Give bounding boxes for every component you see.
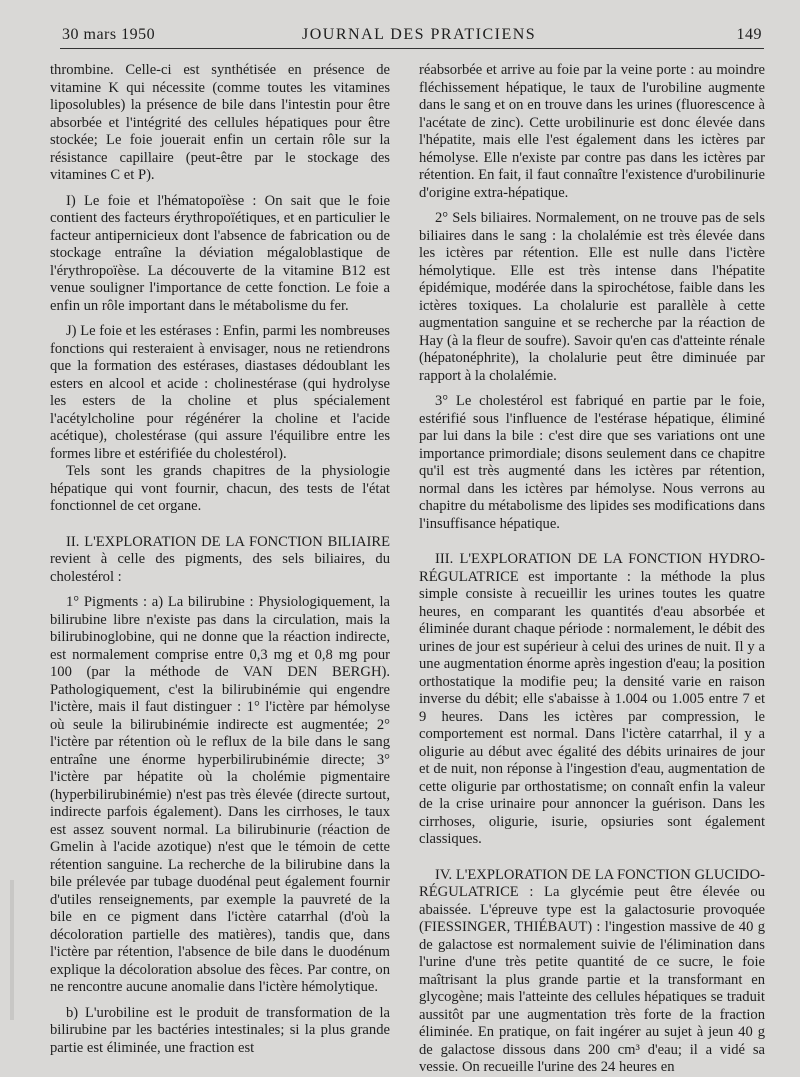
paragraph-thrombine: thrombine. Celle-ci est synthétisée en présence de vitamine K qui nécessite (comme toutes les vitamines liposolubles) la présence de bile dans l'intestin pour être absorbée et l'intégrité des cellules hépatiques pour être stockée; Le foie jouerait enfin un certain rôle sur la résistance capillaire (peut-être par le stockage des vitamines C et P). [50, 62, 390, 183]
section-fonction-glucido-regulatrice: IV. L'EXPLORATION DE LA FONCTION GLUCIDO-RÉGULATRICE : La glycémie peut être élevée ou abaissée. L'épreuve type est la galactosurie provoquée (FIESSINGER, THIÉBAUT) : l'ingestion massive de 40 g de galactose est normalement suivie de l'élimination dans l'urine d'une très petite quantité de ce sucre, le foie maîtrisant la plus grande partie et la transformant en glycogène; mais l'atteinte des cellules hépatiques se traduit aussitôt par une augmentation très forte de la fraction éliminée. En pratique, on fait ingérer au sujet à jeun 40 g de galactose dissous dans 200 cm³ d'eau; il a vidé sa vessie. On recueille l'urine des 24 heures en [419, 866, 765, 1075]
left-column [50, 62, 390, 1057]
right-column [419, 62, 765, 1077]
section-heading-fonction-biliaire: II. L'EXPLORATION DE LA FONCTION BILIAIRE revient à celle des pigments, des sels biliaires, du cholestérol : [50, 533, 390, 585]
paragraph-cholesterol: 3° Le cholestérol est fabriqué en partie par le foie, estérifié sous l'influence de l'estérase hépatique, éliminé par lui dans la bile : c'est dire que ses variations ont une importance primordiale; disons seulement dans ce chapitre qu'il est très augmenté dans les ictères par rétention, normal dans les ictères par hémolyse. Nous verrons au chapitre du métabolisme des lipides ses modifications dans l'insuffisance hépatique. [419, 393, 765, 532]
paragraph-urobiline-continued: réabsorbée et arrive au foie par la veine porte : au moindre fléchissement hépatique, le taux de l'urobiline augmente dans le sang et on en trouve dans les urines (fluorescence à l'acétate de zinc). Cette urobilinurie est donc élevée dans l'hépatite, mais elle l'est également dans les ictères par hémolyse. Elle n'existe par contre pas dans les ictères par rétention. En fait, il faut connaître l'existence d'urobilinurie d'origine extra-hépatique. [419, 62, 765, 201]
page-edge-shadow [10, 880, 14, 1020]
section-fonction-hydro-regulatrice: III. L'EXPLORATION DE LA FONCTION HYDRO-RÉGULATRICE est importante : la méthode la plus simple consiste à recueillir les urines toutes les quatre heures, en comparant les quantités d'eau absorbée et éliminée durant chaque période : normalement, le débit des urines de jour est supérieur à celui des urines de nuit. Il y a une augmentation énorme après ingestion d'eau; la position orthostatique la modifie peu; la densité varie en raison inverse du débit; elle s'abaisse à 1.004 ou 1.005 entre 7 et 9 heures. Dans les ictères par compression, le comportement est normal. Dans l'ictère catarrhal, il y a oligurie au début avec égalité des débits urinaires de jour et de nuit, non réponse à l'ingestion d'eau, augmentation de cette oligurie par orthostatisme; on connaît enfin la valeur de la crise urinaire pour annoncer la guérison. Dans les cirrhoses, oligurie, isurie, opsiuries sont également classiques. [419, 551, 765, 847]
paragraph-pigments-bilirubine: 1° Pigments : a) La bilirubine : Physiologiquement, la bilirubine libre n'existe pas dans la circulation, mais la bilirubinoglobine, qui ne donne que la réaction indirecte, est normalement comprise entre 0,3 mg et 0,8 mg pour 100 (par la méthode de VAN DEN BERGH). Pathologiquement, c'est la bilirubinémie qui engendre l'ictère, mais il faut distinguer : 1° l'ictère par hémolyse où seule la bilirubinémie indirecte est augmentée; 2° l'ictère par rétention où le reflux de la bile dans le sang entraîne une énorme hyperbilirubinémie directe; 3° l'ictère par hépatite où la cholémie pigmentaire (hyperbilirubinémie) n'est pas très élevée (directe surtout, indirecte parfois également). Dans les cirrhoses, le taux est assez souvent normal. La bilirubinurie (réaction de Gmelin à l'acide azotique) n'est que le témoin de cette rétention sanguine. La recherche de la bilirubine dans la bile prélevée par tubage duodénal peut également fournir d'utiles renseignements, par exemple la pauvreté de la bile en ce pigment dans l'ictère catarrhal (d'où la décoloration partielle des matières), tandis que, dans l'ictère par rétention, l'absence de bile dans le duodénum explique la décoloration absolue des fèces. Par contre, on ne rencontre aucune anomalie dans l'ictère hémolytique. [50, 594, 390, 995]
paragraph-summary: Tels sont les grands chapitres de la physiologie hépatique qui vont fournir, chacun, des tests de l'état fonctionnel de cet organe. [50, 463, 390, 514]
page-number: 149 [736, 26, 762, 43]
journal-title: JOURNAL DES PRATICIENS [302, 26, 537, 43]
paragraph-hematopoiese: I) Le foie et l'hématopoïèse : On sait que le foie contient des facteurs érythropoïétiques, et en particulier le facteur antipernicieux dont l'absence de fabrication ou de stockage entraîne la déviation mégaloblastique de l'érythropoïèse. La découverte de la vitamine B12 est venue souligner l'importance de cette fonction. Le foie a enfin un rôle important dans le métabolisme du fer. [50, 192, 390, 314]
paragraph-esterases: J) Le foie et les estérases : Enfin, parmi les nombreuses fonctions qui resteraient à envisager, nous ne retiendrons que la formation des estérases, diastases dédoublant les esters en alcool et acide : cholinestérase (qui hydrolyse les esters de la choline et plus spécialement l'acétylcholine pour régénérer la choline et l'acide acétique), cholestérase (qui assure l'équilibre entre les formes libre et estérifiée du cholestérol). [50, 323, 390, 462]
issue-date: 30 mars 1950 [62, 26, 156, 43]
paragraph-urobiline: b) L'urobiline est le produit de transformation de la bilirubine par les bactéries intestinales; si la plus grande partie est éliminée, une fraction est [50, 1004, 390, 1056]
paragraph-sels-biliaires: 2° Sels biliaires. Normalement, on ne trouve pas de sels biliaires dans le sang : la cholalémie est très élevée dans les ictères par rétention. Elle est nulle dans l'ictère hémolytique. Elle est très intense dans l'hépatite épidémique, modérée dans la spirochétose, faible dans les ictères toxiques. La cholalurie est parallèle à cette augmentation sanguine et se recherche par la réaction de Hay (à la fleur de soufre). Savoir qu'en cas d'atteinte rénale (hépatonéphrite), la cholalurie peut être diminuée par rapport à la cholalémie. [419, 210, 765, 384]
running-header [62, 20, 762, 46]
header-rule [60, 48, 764, 49]
